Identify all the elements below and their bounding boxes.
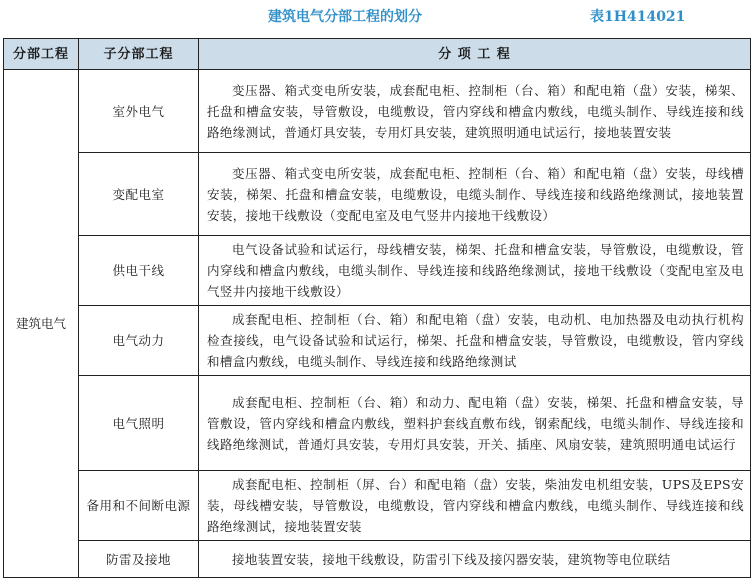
header-subdivision: 子分部工程: [79, 39, 199, 70]
table-number: 表1H414021: [590, 9, 686, 25]
header-items: 分 项 工 程: [199, 39, 751, 70]
subdivision-cell: 供电干线: [79, 236, 199, 306]
items-cell: 接地装置安装，接地干线敷设，防雷引下线及接闪器安装，建筑物等电位联结: [199, 541, 751, 578]
division-cell: 建筑电气: [4, 70, 79, 578]
subdivision-cell: 变配电室: [79, 153, 199, 236]
table-row: [4, 306, 751, 376]
header-row: [4, 39, 751, 70]
subdivision-cell: 防雷及接地: [79, 541, 199, 578]
subdivision-cell: 电气照明: [79, 376, 199, 471]
items-cell: 成套配电柜、控制柜（屏、台）和配电箱（盘）安装，柴油发电机组安装，UPS及EPS安装，母线槽安装，导管敷设，电缆敷设，管内穿线和槽盒内敷线，电缆头制作、导线连接和线路绝缘测试，接地装置安装: [199, 471, 751, 541]
items-cell: 成套配电柜、控制柜（台、箱）和动力、配电箱（盘）安装，梯架、托盘和槽盒安装，导管敷设，管内穿线和槽盒内敷线，塑料护套线直敷布线，钢索配线，电缆头制作、导线连接和线路绝缘测试，普通灯具安装，专用灯具安装，开关、插座、风扇安装，建筑照明通电试运行: [199, 376, 751, 471]
items-cell: 变压器、箱式变电所安装，成套配电柜、控制柜（台、箱）和配电箱（盘）安装，梯架、托盘和槽盒安装，导管敷设，电缆敷设，管内穿线和槽盒内敷线，电缆头制作、导线连接和线路绝缘测试，普通灯具安装，专用灯具安装，建筑照明通电试运行，接地装置安装: [199, 70, 751, 153]
subdivision-cell: 电气动力: [79, 306, 199, 376]
items-cell: 变压器、箱式变电所安装，成套配电柜、控制柜（台、箱）和配电箱（盘）安装，母线槽安装，梯架、托盘和槽盒安装，电缆敷设，电缆头制作、导线连接和线路绝缘测试，接地装置安装，接地干线敷设（变配电室及电气竖井内接地干线敷设）: [199, 153, 751, 236]
table-row: [4, 376, 751, 471]
table-row: [4, 471, 751, 541]
subdivision-cell: 备用和不间断电源: [79, 471, 199, 541]
table-caption: [0, 6, 753, 28]
table-row: [4, 236, 751, 306]
items-cell: 电气设备试验和试运行，母线槽安装，梯架、托盘和槽盒安装，导管敷设，电缆敷设，管内穿线和槽盒内敷线，电缆头制作、导线连接和线路绝缘测试，接地干线敷设（变配电室及电气竖井内接地干线敷设）: [199, 236, 751, 306]
header-division: 分部工程: [4, 39, 79, 70]
table-title: 建筑电气分部工程的划分: [268, 9, 422, 25]
table-row: [4, 70, 751, 153]
subdivision-cell: 室外电气: [79, 70, 199, 153]
items-cell: 成套配电柜、控制柜（台、箱）和配电箱（盘）安装，电动机、电加热器及电动执行机构检查接线，电气设备试验和试运行，梯架、托盘和槽盒安装，导管敷设，电缆敷设，管内穿线和槽盒内敷线，电缆头制作、导线连接和线路绝缘测试: [199, 306, 751, 376]
division-table: [3, 38, 751, 578]
table-row: [4, 153, 751, 236]
table-row: [4, 541, 751, 578]
